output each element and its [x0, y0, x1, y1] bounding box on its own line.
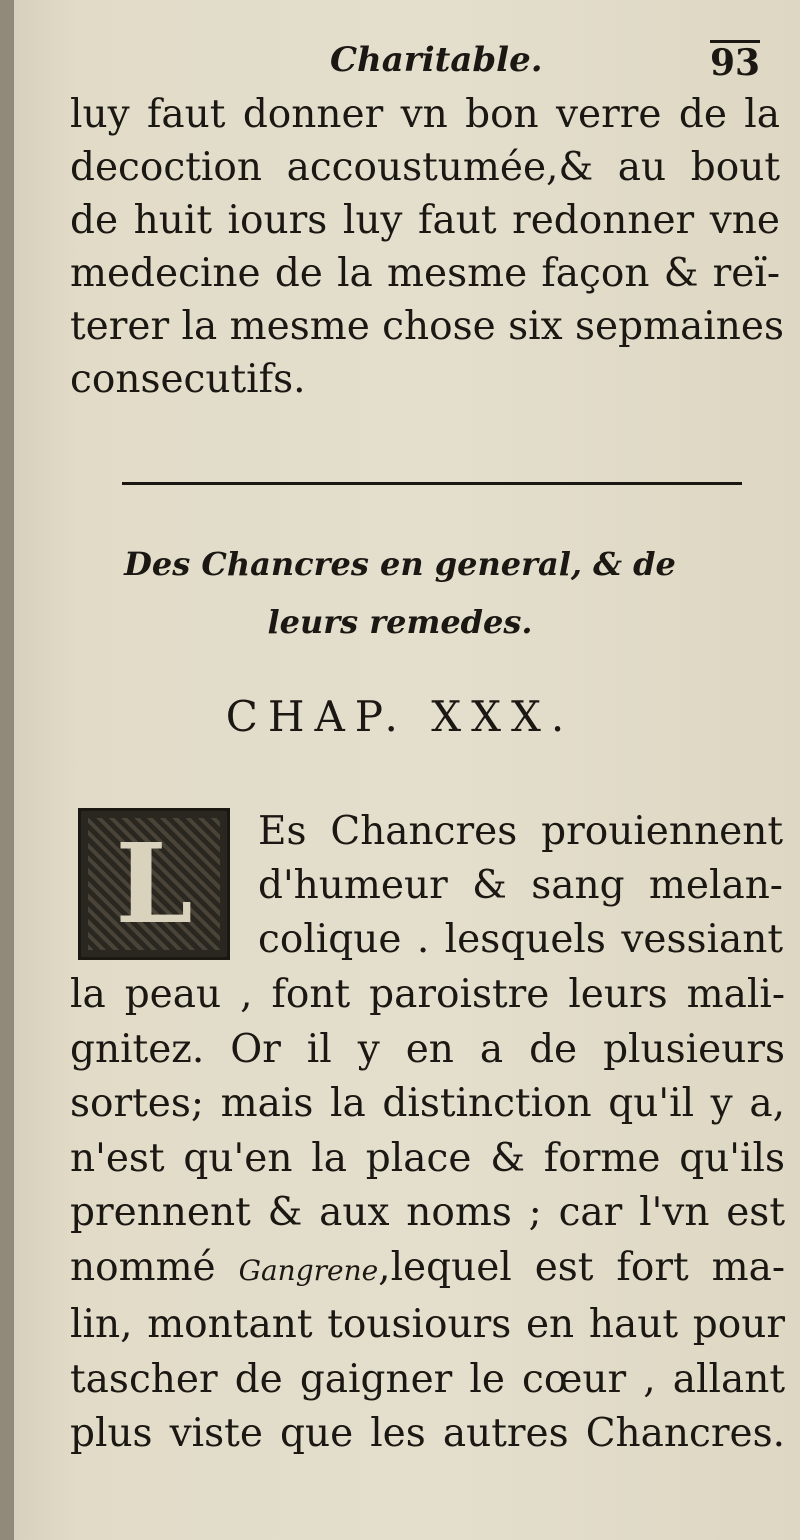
paragraph-continuation: [70, 88, 784, 406]
page-gutter: [0, 0, 14, 1540]
text-segment: ,lequel est fort ma-: [378, 1244, 785, 1290]
page-number: 93: [710, 42, 761, 84]
text-line: Es Chancres prouiennent: [258, 809, 783, 854]
text-line: lin, montant tousiours en haut pour: [70, 1302, 785, 1347]
section-divider: [122, 482, 742, 485]
text-line: prennent & aux noms ; car l'vn est: [70, 1190, 785, 1235]
text-line: la peau , font paroistre leurs mali-: [70, 972, 785, 1017]
chapter-title: [0, 535, 800, 651]
text-line: plus viste que les autres Chancres.: [70, 1411, 785, 1456]
text-line: [70, 1241, 785, 1299]
text-line: consecutifs.: [70, 357, 306, 402]
page-header: [0, 34, 800, 94]
text-line: de huit iours luy faut redonner vne: [70, 198, 780, 243]
text-line: decoction accoustumée,& au bout: [70, 145, 780, 190]
chapter-title-line: Des Chancres en general, & de: [124, 545, 676, 583]
text-line: gnitez. Or il y en a de plusieurs: [70, 1026, 785, 1072]
chapter-title-line: leurs remedes.: [267, 603, 533, 641]
text-line: d'humeur & sang melan-: [258, 863, 783, 908]
initial-ornament: [88, 818, 220, 950]
italic-term: Gangrene: [238, 1253, 379, 1287]
text-line: n'est qu'en la place & forme qu'ils: [70, 1135, 785, 1181]
text-line: terer la mesme chose six sepmaines: [70, 304, 784, 349]
paragraph-opening: [258, 805, 783, 967]
running-head: Charitable.: [330, 40, 543, 80]
text-line: sortes; mais la distinction qu'il y a,: [70, 1081, 785, 1126]
text-line: tascher de gaigner le cœur , allant: [70, 1356, 785, 1402]
paragraph-body: [70, 968, 785, 1462]
text-line: medecine de la mesme façon & reï-: [70, 251, 780, 296]
text-line: colique . lesquels vessiant: [258, 917, 783, 962]
decorated-initial: [78, 808, 230, 960]
text-line: luy faut donner vn bon verre de la: [70, 92, 780, 137]
text-segment: nommé: [70, 1244, 216, 1290]
initial-letter: L: [115, 819, 193, 948]
chapter-number: CHAP. XXX.: [225, 692, 575, 741]
